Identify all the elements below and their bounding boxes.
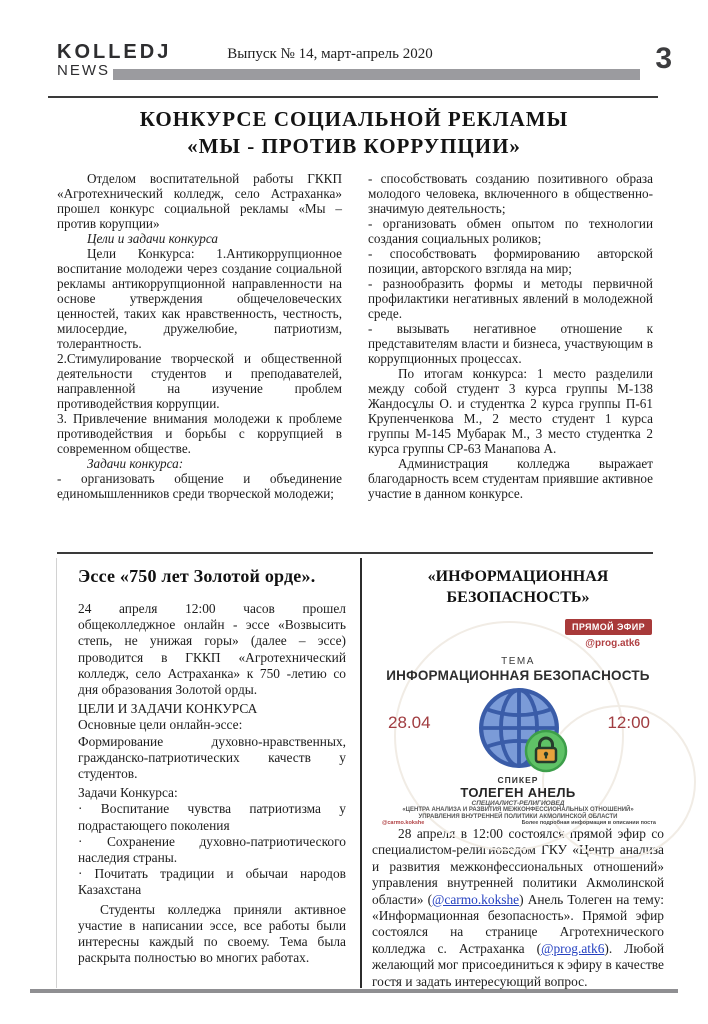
issue-line: Выпуск № 14, март-апрель 2020: [227, 46, 433, 62]
poster-date: 28.04: [388, 713, 431, 732]
paragraph: - способствовать формированию авторской позиции, авторского взгляда на мир;: [368, 246, 653, 276]
footer-bar: [30, 989, 678, 993]
tema-title: ИНФОРМАЦИОННАЯ БЕЗОПАСНОСТЬ: [386, 668, 650, 683]
article3-infosec: [372, 566, 664, 990]
paragraph: Задачи конкурса:: [87, 456, 184, 471]
article3-title-line1: «ИНФОРМАЦИОННАЯ: [427, 568, 609, 585]
speaker-name: ТОЛЕГЕН АНЕЛЬ: [460, 785, 576, 800]
live-badge: ПРЯМОЙ ЭФИР: [565, 619, 652, 635]
prog-atk6-link[interactable]: @prog.atk6: [541, 940, 605, 956]
poster-time: 12:00: [607, 713, 650, 732]
speaker-role: СПЕЦИАЛИСТ-РЕЛИГИОВЕД: [471, 800, 565, 807]
paragraph: Формирование духовно-нравственных, гражданско-патриотических качеств у студентов.: [78, 733, 346, 782]
paragraph: Основные цели онлайн-эссе:: [78, 717, 243, 733]
paragraph: Администрация колледжа выражает благодарность всем студентам приявшие активное участие в данном конкурсе.: [368, 456, 653, 501]
paragraph: 24 апреля 12:00 часов прошел общеколледжное онлайн - эссе «Возвысить степь, не унижая горы» (далее – эссе) проводится в ГККП «Агротехнический колледж, село Астраханка» к 750 -летию со дня образования Золотой орды.: [78, 601, 346, 698]
article3-title-line2: БЕЗОПАСНОСТЬ»: [446, 589, 590, 606]
page-number: 3: [655, 42, 672, 75]
paragraph: 3. Привлечение внимания молодежи к проблеме противодействия и борьбы с коррупцией в современном обществе.: [57, 411, 342, 456]
paragraph: Цели Конкурса: 1.Антикоррупционное воспитание молодежи через создание социальной рекламы антикоррупционной направленности на основе утверждения общечеловеческих ценностей, таких как нравственность, честность, милосердие, дружелюбие, патриотизм, толерантность.: [57, 246, 342, 351]
paragraph: · Сохранение духовно-патриотического наследия страны.: [78, 833, 346, 866]
paragraph: ЦЕЛИ И ЗАДАЧИ КОНКУРСА: [78, 701, 258, 717]
speaker-org-line2: УПРАВЛЕНИЯ ВНУТРЕННЕЙ ПОЛИТИКИ АКМОЛИНСКОЙ ОБЛАСТИ: [418, 813, 618, 820]
paragraph: - вызывать негативное отношение к представителям власти и бизнеса, участвующим в коррупционных процессах.: [368, 321, 653, 366]
article1-col-left: [57, 171, 342, 501]
live-stream-poster: [372, 615, 664, 826]
poster-footer-note: Более подробная информация в описании поста: [521, 820, 656, 826]
paragraph: - организовать обмен опытом по технологии создания социальных роликов;: [368, 216, 653, 246]
article3-title: [372, 566, 664, 608]
speaker-label: СПИКЕР: [497, 775, 539, 785]
body-seg1: 28 апреля в 12:00 состоялся прямой эфир со специалистом-религиоведом ГКУ «Центр анализа и развития межконфессиональных отношений» управления внутренней политики Акмолинской области» (: [372, 826, 664, 907]
article1-columns: [57, 171, 653, 501]
tema-label: ТЕМА: [501, 656, 535, 667]
headline-line1: КОНКУРСЕ СОЦИАЛЬНОЙ РЕКЛАМЫ: [139, 107, 569, 131]
paragraph: Цели и задачи конкурса: [87, 231, 218, 246]
paragraph: · Воспитание чувства патриотизма у подрастающего поколения: [78, 801, 346, 833]
paragraph: - разнообразить формы и методы первичной профилактики негативных явлений в молодежной среде.: [368, 276, 653, 321]
paragraph: - организовать общение и объединение единомышленников среди творческой молодежи;: [57, 471, 342, 501]
paragraph: · Почитать традиции и обычаи народов Казахстана: [78, 866, 346, 898]
paragraph: 2.Стимулирование творческой и общественной деятельности студентов и преподавателей, направленной на изучение проблем противодействия коррупции.: [57, 351, 342, 411]
left-hairline: [56, 558, 57, 988]
paragraph: Студенты колледжа приняли активное участие в написании эссе, все работы были интересны каждый по своему. Тема была раскрыта полностью во многих работах.: [78, 901, 346, 966]
masthead-line1: KOLLEDJ: [57, 41, 172, 63]
speaker-org-line1: «ЦЕНТРА АНАЛИЗА И РАЗВИТИЯ МЕЖКОНФЕССИОНАЛЬНЫХ ОТНОШЕНИЙ»: [402, 807, 634, 813]
article2-essay: [78, 566, 346, 966]
article1-col-right: [368, 171, 653, 501]
body-seg2: ) Анель Толеген на тему: «Информационная безопасность». Прямой эфир состоялся на странице Агротехнического колледжа с. Астраханка (: [372, 891, 665, 956]
paragraph: - способствовать созданию позитивного образа молодого человека, включенного в общественно-значимую деятельность;: [368, 171, 653, 216]
article1-headline: [0, 106, 708, 160]
poster-footer: [382, 820, 656, 826]
column-divider: [360, 558, 362, 988]
poster-handle: @prog.atk6: [585, 638, 640, 649]
masthead-line2: NEWS: [57, 62, 110, 79]
paragraph: Задачи Конкурса:: [78, 785, 178, 801]
carmo-kokshe-link[interactable]: @carmo.kokshe: [432, 891, 520, 907]
headline-line2: «МЫ - ПРОТИВ КОРРУПЦИИ»: [187, 134, 521, 158]
masthead-bar: [113, 69, 640, 80]
paragraph: Отделом воспитательной работы ГККП «Агротехнический колледж, село Астраханка» прошел конкурс социальной рекламы «Мы – против корупции»: [57, 171, 342, 231]
body-seg3: ). Любой желающий мог присоединиться к эфиру в качестве гостя и задать интересующий вопрос.: [372, 940, 664, 989]
header-rule: [48, 96, 658, 98]
section-divider: [57, 552, 653, 554]
article2-title: Эссе «750 лет Золотой орде».: [78, 566, 316, 586]
paragraph: По итогам конкурса: 1 место разделили между собой студент 3 курса группы М-138 Жандосұлы О. и студентка 2 курса группы П-61 Крупенченкова М., 2 место студент 1 курса группы М-145 Мубарак М., 3 место студентка 2 курса группы СР-63 Манапова А.: [368, 366, 653, 456]
poster-footer-handle: @carmo.kokshe: [382, 820, 425, 826]
security-lock-icon: [524, 729, 568, 773]
